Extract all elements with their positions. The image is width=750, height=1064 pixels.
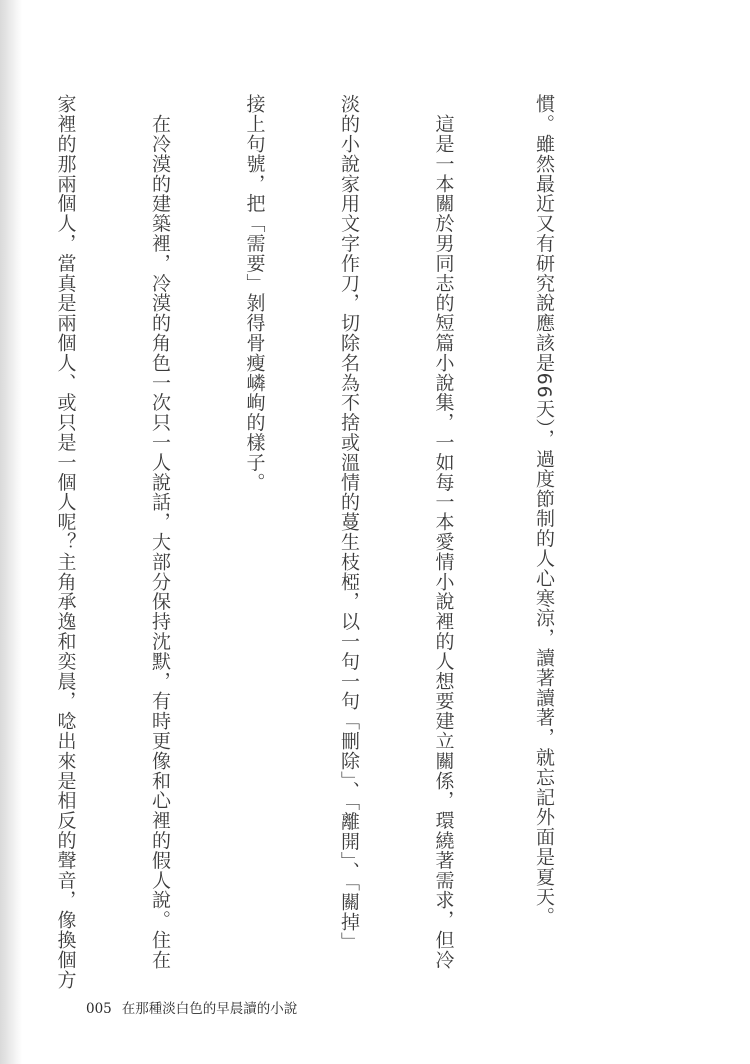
text-column: 接上句號，把「需要」剝得骨瘦嶙峋的樣子。 <box>243 94 266 492</box>
text-column: 在冷漠的建築裡，冷漠的角色一次只一人說話，大部分保持沈默，有時更像和心裡的假人說。住在 <box>149 94 171 970</box>
text-column: 慣。雖然最近又有研究說應該是66天），過度節制的人心寒涼，讀著讀著，就忘記外面是夏天。 <box>533 94 555 927</box>
text-column: 家裡的那兩個人，當真是兩個人、或只是一個人呢？主角承逸和奕晨，唸出來是相反的聲音，像換個方 <box>54 94 77 990</box>
page-number: 005 <box>86 1001 112 1017</box>
running-title: 在那種淡白色的早晨讀的小說 <box>121 1001 298 1017</box>
text-column: 淡的小說家用文字作刀，切除名為不捨或溫情的蔓生枝椏，以一句一句「刪除」、「離開」、「關掉」 <box>338 94 360 952</box>
page-footer <box>86 997 297 1017</box>
text-column: 這是一本關於男同志的短篇小說集，一如每一本愛情小說裡的人想要建立關係，環繞著需求，但冷 <box>432 94 455 970</box>
vertical-body-text <box>0 94 622 990</box>
